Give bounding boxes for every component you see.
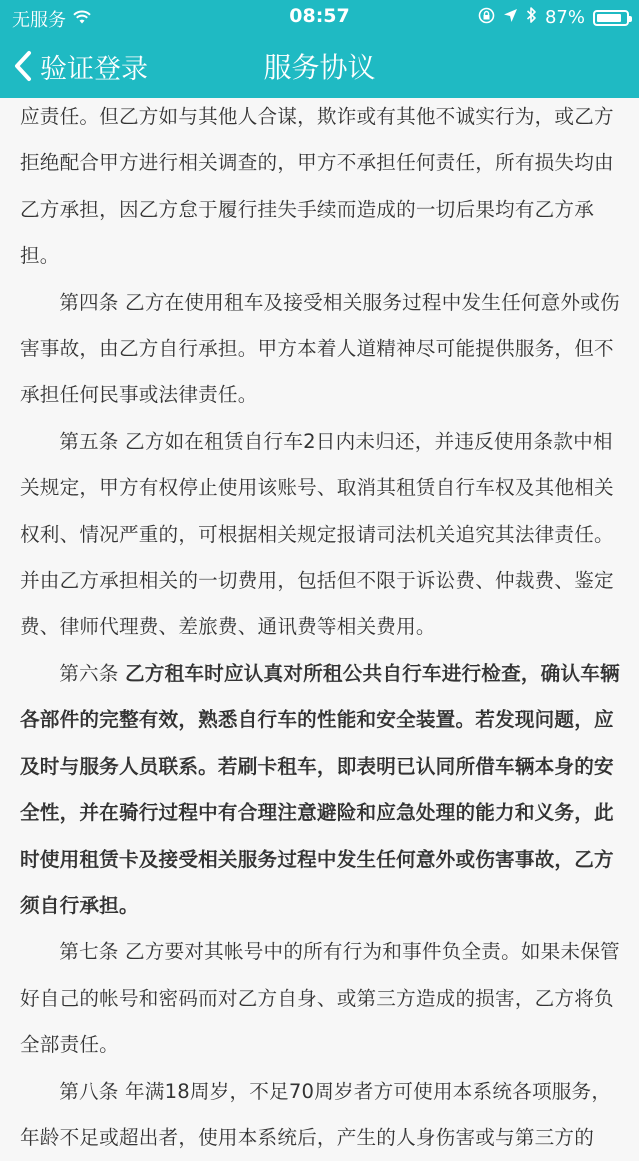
lock-rotation-icon [478, 7, 495, 29]
battery-percent: 87% [544, 7, 585, 28]
paragraph-1: 应责任。但乙方如与其他人合谋，欺诈或有其他不诚实行为，或乙方拒绝配合甲方进行相关调查的，甲方不承担任何责任，所有损失均由乙方承担，因乙方怠于履行挂失手续而造成的一切后果均有乙方承担。 [20, 105, 614, 268]
header [0, 0, 639, 98]
article-6-bold-text: 乙方租车时应认真对所租公共自行车进行检查，确认车辆各部件的完整有效，熟悉自行车的性能和安全装置。若发现问题，应及时与服务人员联系。若刷卡租车，即表明已认同所借车辆本身的安全性，并在骑行过程中有合理注意避险和应急处理的能力和义务，此时使用租赁卡及接受相关服务过程中发生任何意外或伤害事故，乙方须自行承担。 [20, 661, 620, 917]
agreement-text [20, 94, 621, 1161]
carrier-label: 无服务 [12, 10, 66, 31]
paragraph-article-6 [20, 651, 621, 929]
paragraph-article-5: 第五条 乙方如在租赁自行车2日内未归还，并违反使用条款中相关规定，甲方有权停止使用该账号、取消其租赁自行车权及其他相关权利、情况严重的，可根据相关规定报请司法机关追究其法律责任。并由乙方承担相关的一切费用，包括但不限于诉讼费、仲裁费、鉴定费、律师代理费、差旅费、通讯费等相关费用。 [20, 429, 614, 639]
location-icon [503, 7, 518, 28]
back-label: 验证登录 [40, 53, 148, 85]
navigation-bar [0, 34, 639, 98]
bluetooth-icon [526, 6, 537, 29]
article-6-prefix: 第六条 [59, 661, 125, 685]
clock: 08:57 [289, 5, 350, 27]
battery-icon [593, 10, 629, 26]
page-title: 服务协议 [263, 51, 376, 84]
paragraph-article-7: 第七条 乙方要对其帐号中的所有行为和事件负全责。如果未保管好自己的帐号和密码而对乙方自身、或第三方造成的损害，乙方将负全部责任。 [20, 940, 620, 1057]
paragraph-article-4: 第四条 乙方在使用租车及接受相关服务过程中发生任何意外或伤害事故，由乙方自行承担。甲方本着人道精神尽可能提供服务，但不承担任何民事或法律责任。 [20, 290, 620, 407]
paragraph-article-8: 第八条 年满18周岁，不足70周岁者方可使用本系统各项服务，年龄不足或超出者，使用本系统后，产生的人身伤害或与第三方的 [20, 1079, 612, 1149]
status-bar [0, 0, 639, 34]
